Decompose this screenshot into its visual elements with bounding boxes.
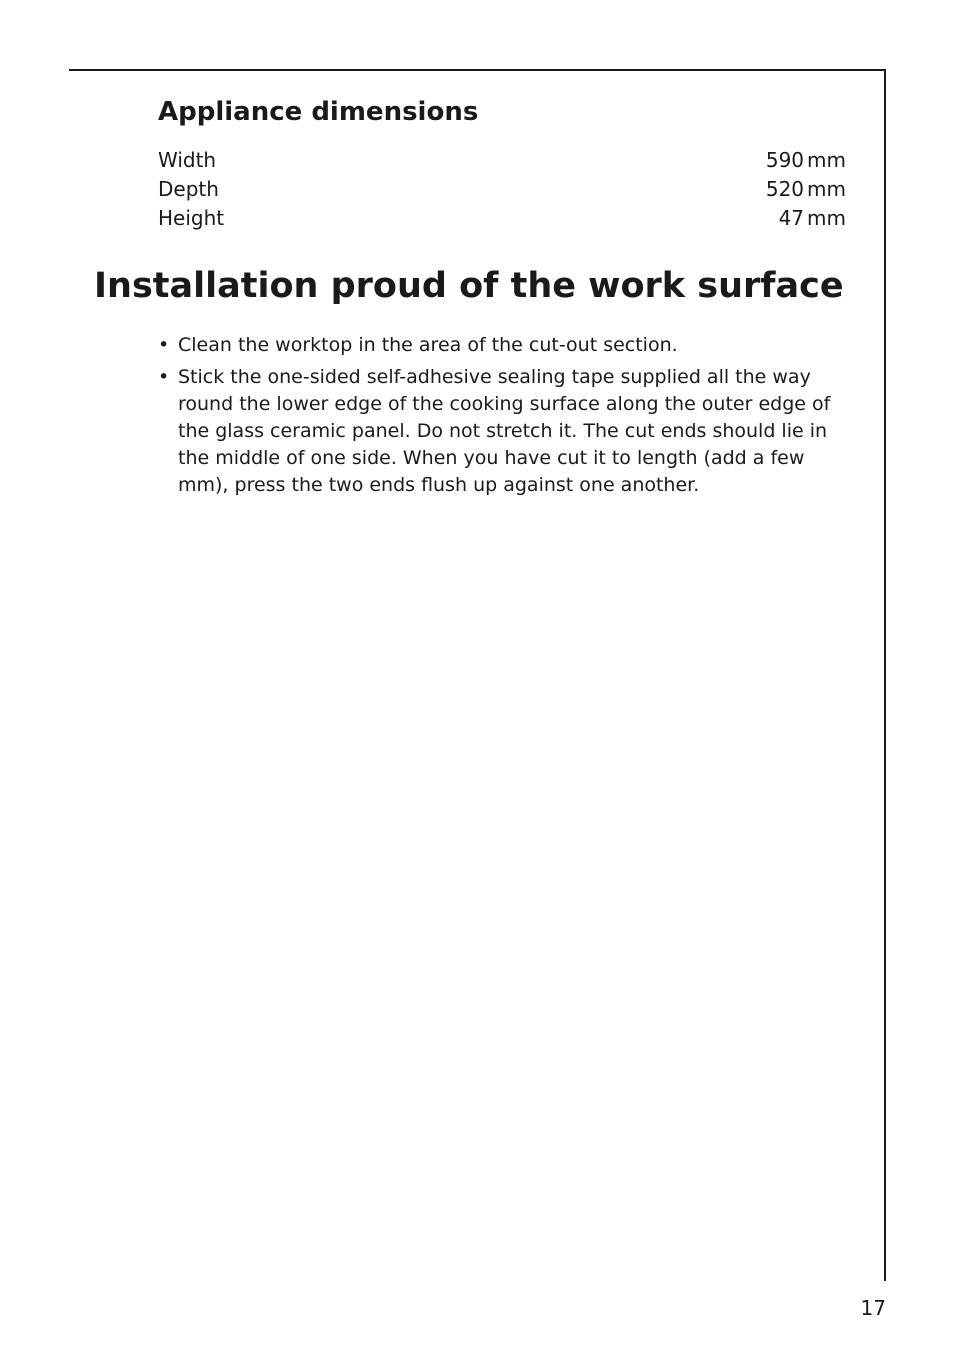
page-number: 17 [860, 1296, 886, 1320]
dimension-number: 47 [778, 206, 805, 230]
list-item-text: Stick the one-sided self-adhesive sealing tape supplied all the way round the lower edge of the cooking surface along the outer edge of the glass ceramic panel. Do not stretch it. The cut ends should lie in the middle of one side. When you have cut it to length (add a few mm), press the two ends flush up against one another. [178, 366, 831, 496]
dimension-number: 590 [765, 148, 805, 172]
bullet-mark: • [158, 334, 170, 356]
dimension-label: Height [158, 206, 225, 230]
bullet-mark: • [158, 366, 170, 388]
dimension-unit: mm [807, 148, 846, 172]
dimensions-table [158, 146, 846, 233]
installation-steps [158, 332, 858, 504]
dimension-row-width [158, 146, 846, 175]
dimension-label: Width [158, 148, 217, 172]
right-rule [884, 69, 886, 1281]
dimension-row-depth [158, 175, 846, 204]
dimension-value [766, 146, 846, 175]
dimension-number: 520 [765, 177, 805, 201]
dimension-unit: mm [807, 177, 846, 201]
list-item [158, 364, 858, 499]
list-item [158, 332, 858, 359]
dimension-unit: mm [807, 206, 846, 230]
installation-heading: Installation proud of the work surface [94, 266, 844, 306]
appliance-dimensions-heading: Appliance dimensions [158, 97, 479, 127]
list-item-text: Clean the worktop in the area of the cut-out section. [178, 334, 678, 356]
dimension-row-height [158, 204, 846, 233]
dimension-label: Depth [158, 177, 219, 201]
dimension-value [779, 204, 846, 233]
top-rule [69, 69, 886, 71]
dimension-value [766, 175, 846, 204]
